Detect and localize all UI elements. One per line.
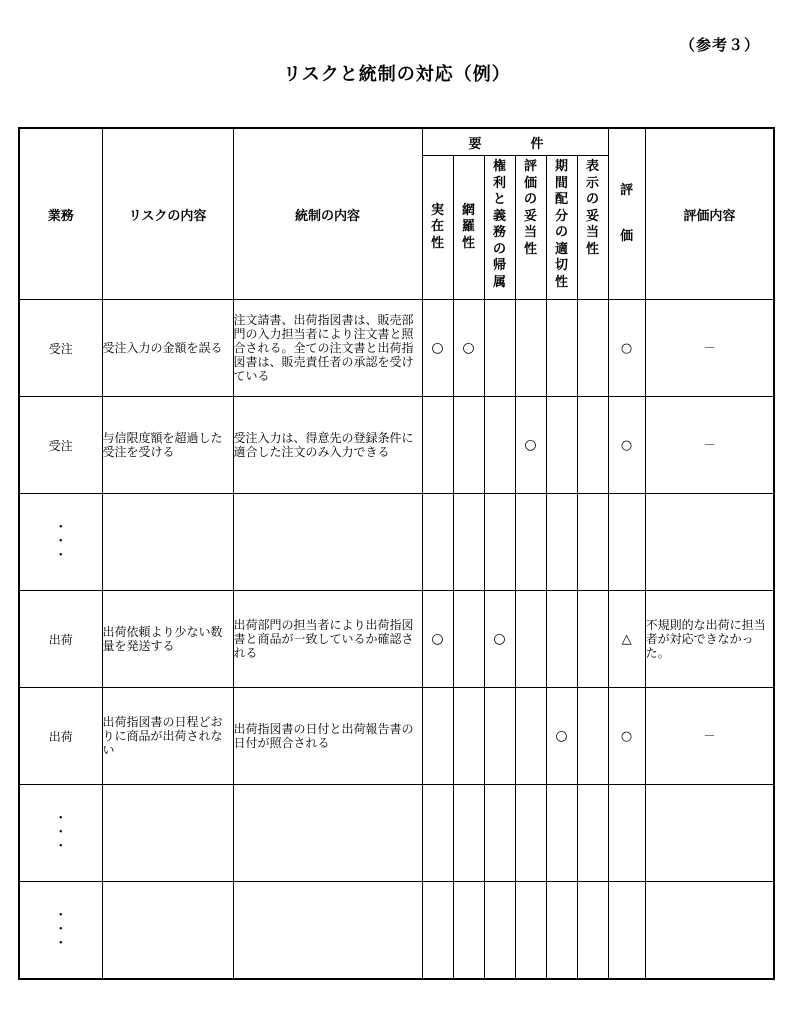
header-req-presentation: 表 示 の 妥 当 性: [577, 156, 608, 300]
cell-business: 受注: [19, 397, 102, 494]
cell-evaluation-detail: [645, 494, 774, 591]
cell-business: 受注: [19, 300, 102, 397]
cell-mark-completeness: [453, 494, 484, 591]
cell-mark-rights: ○: [484, 591, 515, 688]
cell-evaluation-detail: 不規則的な出荷に担当者が対応できなかった。: [645, 591, 774, 688]
table-row: [19, 882, 774, 980]
cell-mark-completeness: [453, 688, 484, 785]
cell-business: ・ ・ ・: [19, 494, 102, 591]
cell-mark-cutoff: [546, 397, 577, 494]
cell-mark-valuation: [515, 785, 546, 882]
cell-mark-cutoff: [546, 300, 577, 397]
cell-evaluation: [608, 494, 645, 591]
cell-risk: 出荷依頼より少ない数量を発送する: [102, 591, 233, 688]
cell-mark-cutoff: [546, 882, 577, 980]
cell-evaluation-detail: －: [645, 397, 774, 494]
header-req-cutoff: 期 間 配 分 の 適 切 性: [546, 156, 577, 300]
cell-mark-completeness: [453, 882, 484, 980]
table-row: [19, 397, 774, 494]
cell-evaluation: ○: [608, 300, 645, 397]
header-risk: リスクの内容: [102, 128, 233, 300]
cell-mark-valuation: ○: [515, 397, 546, 494]
cell-mark-rights: [484, 688, 515, 785]
cell-evaluation-detail: －: [645, 300, 774, 397]
cell-risk: 受注入力の金額を誤る: [102, 300, 233, 397]
cell-risk: 与信限度額を超過した受注を受ける: [102, 397, 233, 494]
cell-mark-rights: [484, 882, 515, 980]
cell-business: 出荷: [19, 591, 102, 688]
cell-mark-existence: [422, 688, 453, 785]
cell-mark-cutoff: [546, 591, 577, 688]
header-req-valuation: 評 価 の 妥 当 性: [515, 156, 546, 300]
cell-evaluation: [608, 785, 645, 882]
cell-mark-completeness: [453, 591, 484, 688]
cell-mark-rights: [484, 300, 515, 397]
cell-evaluation: ○: [608, 397, 645, 494]
cell-mark-existence: [422, 785, 453, 882]
cell-evaluation-detail: －: [645, 688, 774, 785]
cell-mark-valuation: [515, 591, 546, 688]
cell-mark-presentation: [577, 494, 608, 591]
cell-control: [233, 882, 422, 980]
cell-mark-valuation: [515, 882, 546, 980]
cell-mark-presentation: [577, 882, 608, 980]
risk-control-table: [18, 127, 775, 980]
header-business: 業務: [19, 128, 102, 300]
header-requirements: 要 件: [422, 128, 608, 156]
header-req-existence: 実 在 性: [422, 156, 453, 300]
cell-evaluation: ○: [608, 688, 645, 785]
cell-mark-existence: ○: [422, 591, 453, 688]
cell-mark-presentation: [577, 591, 608, 688]
cell-mark-rights: [484, 397, 515, 494]
cell-mark-valuation: [515, 494, 546, 591]
cell-mark-existence: [422, 397, 453, 494]
cell-mark-presentation: [577, 785, 608, 882]
cell-mark-completeness: ○: [453, 300, 484, 397]
cell-risk: [102, 882, 233, 980]
cell-evaluation-detail: [645, 785, 774, 882]
cell-mark-existence: ○: [422, 300, 453, 397]
cell-mark-completeness: [453, 397, 484, 494]
page-title: リスクと統制の対応（例）: [283, 64, 511, 85]
cell-mark-existence: [422, 882, 453, 980]
cell-evaluation-detail: [645, 882, 774, 980]
cell-mark-presentation: [577, 300, 608, 397]
cell-mark-rights: [484, 785, 515, 882]
header-evaluation-detail: 評価内容: [645, 128, 774, 300]
cell-control: [233, 494, 422, 591]
cell-business: ・ ・ ・: [19, 785, 102, 882]
table-row: [19, 688, 774, 785]
cell-mark-valuation: [515, 688, 546, 785]
cell-risk: [102, 494, 233, 591]
cell-mark-cutoff: [546, 785, 577, 882]
cell-mark-existence: [422, 494, 453, 591]
cell-risk: 出荷指図書の日程どおりに商品が出荷されない: [102, 688, 233, 785]
table-row: [19, 785, 774, 882]
cell-evaluation: △: [608, 591, 645, 688]
header-req-rights: 権 利 と 義 務 の 帰 属: [484, 156, 515, 300]
reference-label: （参考３）: [680, 36, 761, 54]
header-control: 統制の内容: [233, 128, 422, 300]
header-req-completeness: 網 羅 性: [453, 156, 484, 300]
header-evaluation: 評 価: [608, 128, 645, 300]
cell-control: 注文請書、出荷指図書は、販売部門の入力担当者により注文書と照合される。全ての注文書と出荷指図書は、販売責任者の承認を受けている: [233, 300, 422, 397]
cell-mark-presentation: [577, 397, 608, 494]
cell-control: 出荷指図書の日付と出荷報告書の日付が照合される: [233, 688, 422, 785]
cell-mark-completeness: [453, 785, 484, 882]
cell-evaluation: [608, 882, 645, 980]
table-row: [19, 300, 774, 397]
cell-mark-presentation: [577, 688, 608, 785]
cell-mark-cutoff: [546, 494, 577, 591]
cell-mark-valuation: [515, 300, 546, 397]
cell-control: 出荷部門の担当者により出荷指図書と商品が一致しているか確認される: [233, 591, 422, 688]
cell-control: [233, 785, 422, 882]
cell-business: ・ ・ ・: [19, 882, 102, 980]
cell-business: 出荷: [19, 688, 102, 785]
table-row: [19, 591, 774, 688]
cell-control: 受注入力は、得意先の登録条件に適合した注文のみ入力できる: [233, 397, 422, 494]
cell-mark-rights: [484, 494, 515, 591]
cell-mark-cutoff: ○: [546, 688, 577, 785]
table-row: [19, 494, 774, 591]
cell-risk: [102, 785, 233, 882]
